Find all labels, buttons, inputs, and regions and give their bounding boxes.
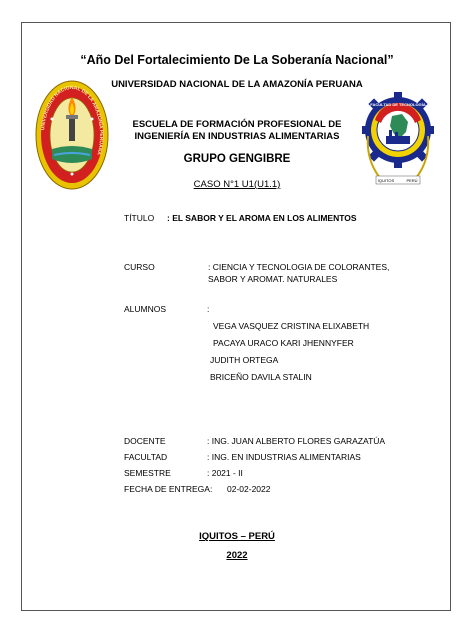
title-value: : EL SABOR Y EL AROMA EN LOS ALIMENTOS — [167, 213, 357, 223]
title-label: TÍTULO — [124, 213, 155, 223]
faculty-value: : ING. EN INDUSTRIAS ALIMENTARIAS — [207, 452, 361, 462]
faculty-seal-top-text: FACULTAD DE TECNOLOGÍA — [370, 102, 426, 107]
university-seal-logo — [34, 79, 110, 191]
course-value-line2: SABOR Y AROMAT. NATURALES — [208, 274, 338, 284]
university-seal-text: UNIVERSIDAD NACIONAL DE LA AMAZONÍA PERUANA — [40, 84, 105, 156]
students-label: ALUMNOS — [124, 304, 167, 314]
teacher-value: : ING. JUAN ALBERTO FLORES GARAZATÚA — [207, 436, 386, 446]
semester-value: : 2021 - II — [207, 468, 243, 478]
teacher-label: DOCENTE — [124, 436, 166, 446]
students-colon: : — [207, 304, 210, 314]
delivery-date-label: FECHA DE ENTREGA: — [124, 484, 213, 494]
course-value-line1: : CIENCIA Y TECNOLOGIA DE COLORANTES, — [208, 262, 390, 272]
faculty-seal-city: IQUITOS — [377, 178, 395, 183]
delivery-date-value: 02-02-2022 — [227, 484, 271, 494]
school-name: ESCUELA DE FORMACIÓN PROFESIONAL DE INGENIERÍA EN INDUSTRIAS ALIMENTARIAS — [132, 119, 342, 142]
student-name: BRICEÑO DAVILA STALIN — [210, 372, 312, 382]
student-name: JUDITH ORTEGA — [210, 355, 279, 365]
case-number: CASO N°1 U1(U1.1) — [193, 179, 281, 190]
faculty-gear-logo — [362, 80, 434, 192]
university-name: UNIVERSIDAD NACIONAL DE LA AMAZONÍA PERUANA — [111, 79, 363, 90]
group-name: GRUPO GENGIBRE — [183, 153, 291, 165]
student-name: VEGA VASQUEZ CRISTINA ELIXABETH — [213, 321, 370, 331]
national-motto: “Año Del Fortalecimiento De La Soberanía Nacional” — [80, 53, 394, 67]
footer-year: 2022 — [226, 550, 248, 561]
footer-city: IQUITOS – PERÚ — [199, 531, 275, 542]
student-name: PACAYA URACO KARI JHENNYFER — [213, 338, 354, 348]
semester-label: SEMESTRE — [124, 468, 171, 478]
faculty-seal-country: PERÚ — [406, 178, 418, 183]
faculty-label: FACULTAD — [124, 452, 168, 462]
course-label: CURSO — [124, 262, 155, 272]
